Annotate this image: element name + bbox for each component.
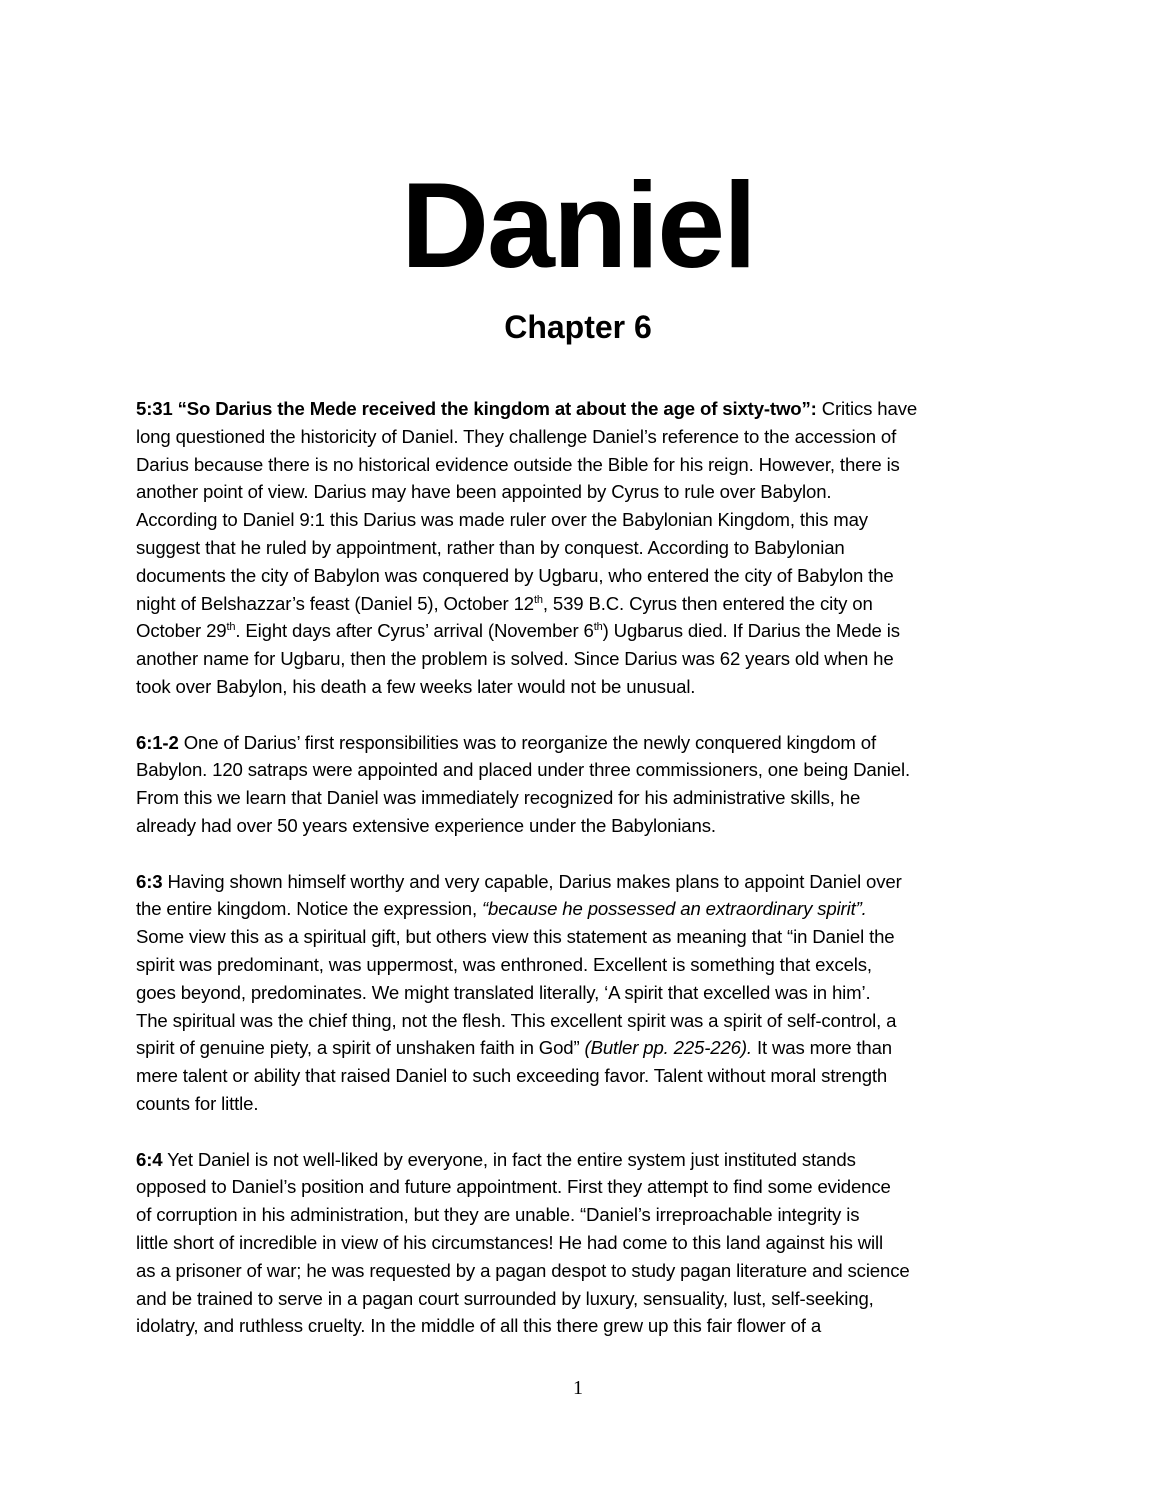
verse-reference: 6:1-2 (136, 731, 179, 753)
verse-reference: 6:4 (136, 1148, 163, 1170)
text-line (136, 617, 1028, 645)
text-line: and be trained to serve in a pagan court surrounded by luxury, sensuality, lust, self-seeking, (136, 1287, 874, 1309)
text-line: goes beyond, predominates. We might translated literally, ‘A spirit that excelled was in him’. (136, 981, 871, 1003)
chapter-heading: Chapter 6 (504, 309, 652, 345)
text-span: , 539 B.C. Cyrus then entered the city on (542, 592, 873, 614)
text-span: Critics have (816, 398, 918, 419)
italic-citation: (Butler pp. 225-226). (584, 1037, 752, 1059)
text-span: the entire kingdom. Notice the expression, (136, 898, 482, 920)
text-line: of corruption in his administration, but they are unable. “Daniel’s irreproachable integrity is (136, 1204, 860, 1226)
text-line: another name for Ugbaru, then the problem is solved. Since Darius was 62 years old when he (136, 648, 894, 670)
text-span: . Eight days after Cyrus’ arrival (November 6 (235, 620, 594, 642)
text-span: night of Belshazzar’s feast (Daniel 5), October 12 (136, 592, 534, 614)
paragraph-6-1-2 (136, 729, 1028, 840)
text-line: suggest that he ruled by appointment, rather than by conquest. According to Babylonian (136, 536, 845, 558)
text-line: spirit was predominant, was uppermost, was enthroned. Excellent is something that excels, (136, 953, 872, 975)
paragraph-5-31 (136, 395, 1028, 701)
text-line (136, 895, 1028, 923)
text-line: According to Daniel 9:1 this Darius was made ruler over the Babylonian Kingdom, this may (136, 509, 868, 531)
text-span: Yet Daniel is not well-liked by everyone, in fact the entire system just instituted stands (162, 1148, 856, 1170)
superscript: th (226, 621, 236, 634)
text-span: It was more than (751, 1037, 892, 1059)
paragraph-6-3 (136, 868, 1028, 1118)
text-line: The spiritual was the chief thing, not the flesh. This excellent spirit was a spirit of self-control, a (136, 1009, 897, 1031)
italic-quote: “because he possessed an extraordinary spirit”. (482, 898, 867, 920)
text-line: long questioned the historicity of Daniel. They challenge Daniel’s reference to the accession of (136, 425, 897, 447)
text-line: took over Babylon, his death a few weeks later would not be unusual. (136, 675, 696, 697)
text-line (136, 590, 1028, 618)
text-line: counts for little. (136, 1092, 259, 1114)
page-title: Daniel (400, 157, 756, 293)
text-line: documents the city of Babylon was conquered by Ugbaru, who entered the city of Babylon the (136, 564, 894, 586)
body-text (136, 395, 1028, 1368)
text-line (136, 395, 1028, 423)
verse-reference: 5:31 “So Darius the Mede received the kingdom at about the age of sixty-two”: (136, 398, 817, 419)
text-line: Babylon. 120 satraps were appointed and placed under three commissioners, one being Daniel. (136, 759, 910, 781)
superscript: th (593, 621, 603, 634)
text-line: as a prisoner of war; he was requested by a pagan despot to study pagan literature and science (136, 1259, 910, 1281)
text-line (136, 1146, 1028, 1174)
text-span: One of Darius’ first responsibilities was to reorganize the newly conquered kingdom of (178, 731, 876, 753)
text-span: spirit of genuine piety, a spirit of unshaken faith in God” (136, 1037, 585, 1059)
text-line: Darius because there is no historical evidence outside the Bible for his reign. However, there is (136, 453, 900, 475)
text-line: mere talent or ability that raised Daniel to such exceeding favor. Talent without moral strength (136, 1065, 888, 1087)
text-span: ) Ugbarus died. If Darius the Mede is (602, 620, 900, 642)
text-line: opposed to Daniel’s position and future appointment. First they attempt to find some evidence (136, 1176, 891, 1198)
text-line: idolatry, and ruthless cruelty. In the middle of all this there grew up this fair flower of a (136, 1315, 822, 1337)
verse-reference: 6:3 (136, 870, 163, 892)
text-line: little short of incredible in view of his circumstances! He had come to this land against his will (136, 1231, 883, 1253)
text-span: Having shown himself worthy and very capable, Darius makes plans to appoint Daniel over (162, 870, 902, 892)
paragraph-6-4 (136, 1146, 1028, 1341)
page-number: 1 (573, 1377, 583, 1399)
text-line (136, 868, 1028, 896)
text-line: another point of view. Darius may have been appointed by Cyrus to rule over Babylon. (136, 481, 832, 503)
text-line: From this we learn that Daniel was immediately recognized for his administrative skills, he (136, 787, 861, 809)
text-line: Some view this as a spiritual gift, but others view this statement as meaning that “in Daniel the (136, 926, 895, 948)
text-line: already had over 50 years extensive experience under the Babylonians. (136, 814, 716, 836)
text-line (136, 1034, 1028, 1062)
text-span: October 29 (136, 620, 227, 642)
superscript: th (534, 593, 543, 606)
text-line (136, 729, 1028, 757)
